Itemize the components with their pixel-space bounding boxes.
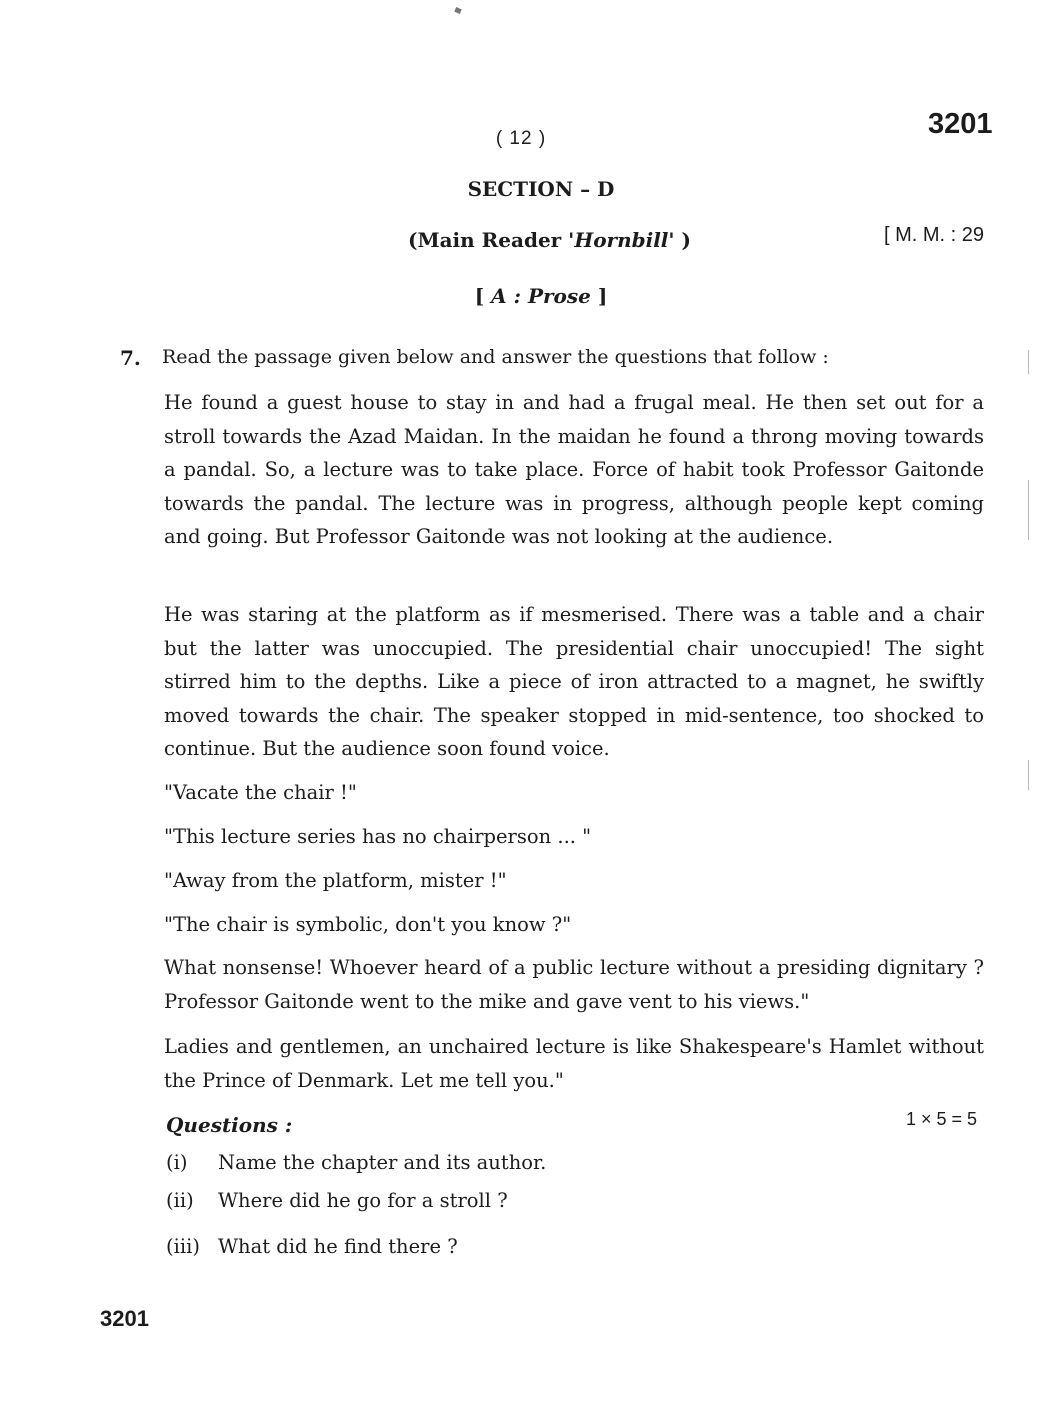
part-open: [ [474, 284, 492, 308]
section-title: SECTION – D [467, 177, 615, 201]
passage-paragraph: What nonsense! Whoever heard of a public lecture without a presiding dignitary ? Professor Gaitonde went to the mike and gave vent to his views." [164, 956, 984, 1013]
question-number: 7. [120, 346, 141, 370]
section-subtitle [408, 228, 691, 252]
passage-paragraph: He found a guest house to stay in and had a frugal meal. He then set out for a stroll towards the Azad Maidan. In the maidan he found a throng moving towards a pandal. So, a lecture was to take place. Force of habit took Professor Gaitonde towards the pandal. The lecture was in progress, although people kept coming and going. But Professor Gaitonde was not looking at the audience. [164, 391, 984, 548]
sub-question [166, 1189, 508, 1212]
book-title: Hornbill [574, 228, 669, 252]
footer-paper-code: 3201 [100, 1306, 149, 1331]
questions-marks: 1 × 5 = 5 [906, 1109, 978, 1129]
part-title [0, 284, 1042, 308]
sub-question-number: (iii) [166, 1235, 200, 1258]
scan-artifact [454, 7, 462, 14]
sub-question-text: Where did he go for a stroll ? [218, 1189, 508, 1212]
passage-quote: "Vacate the chair !" [164, 781, 357, 804]
sub-question [166, 1235, 458, 1258]
edge-artifact [1028, 350, 1029, 374]
passage-quote: "Away from the platform, mister !" [164, 869, 507, 892]
passage-quote: "This lecture series has no chairperson ... " [164, 825, 592, 848]
question-instruction: Read the passage given below and answer the questions that follow : [162, 346, 829, 368]
subtitle-prefix: (Main Reader ' [408, 228, 575, 252]
questions-label: Questions : [166, 1113, 293, 1137]
sub-question-text: Name the chapter and its author. [218, 1151, 547, 1174]
passage-quote: "The chair is symbolic, don't you know ?" [164, 913, 572, 936]
edge-artifact [1028, 480, 1029, 540]
max-marks: [ M. M. : 29 [884, 224, 985, 246]
sub-question-number: (i) [166, 1151, 188, 1174]
passage-paragraph: Ladies and gentlemen, an unchaired lecture is like Shakespeare's Hamlet without the Prince of Denmark. Let me tell you." [164, 1035, 984, 1092]
sub-question-text: What did he find there ? [218, 1235, 458, 1258]
passage-paragraph: He was staring at the platform as if mesmerised. There was a table and a chair but the latter was unoccupied. The presidential chair unoccupied! The sight stirred him to the depths. Like a piece of iron attracted to a magnet, he swiftly moved towards the chair. The speaker stopped in mid-sentence, too shocked to continue. But the audience soon found voice. [164, 603, 984, 760]
sub-question [166, 1151, 546, 1174]
edge-artifact [1028, 760, 1029, 790]
paper-code: 3201 [928, 108, 993, 140]
part-close: ] [590, 284, 608, 308]
page-number: ( 12 ) [495, 128, 547, 149]
subtitle-suffix: ' ) [668, 228, 691, 252]
part-label: A : Prose [491, 284, 591, 308]
sub-question-number: (ii) [166, 1189, 194, 1212]
